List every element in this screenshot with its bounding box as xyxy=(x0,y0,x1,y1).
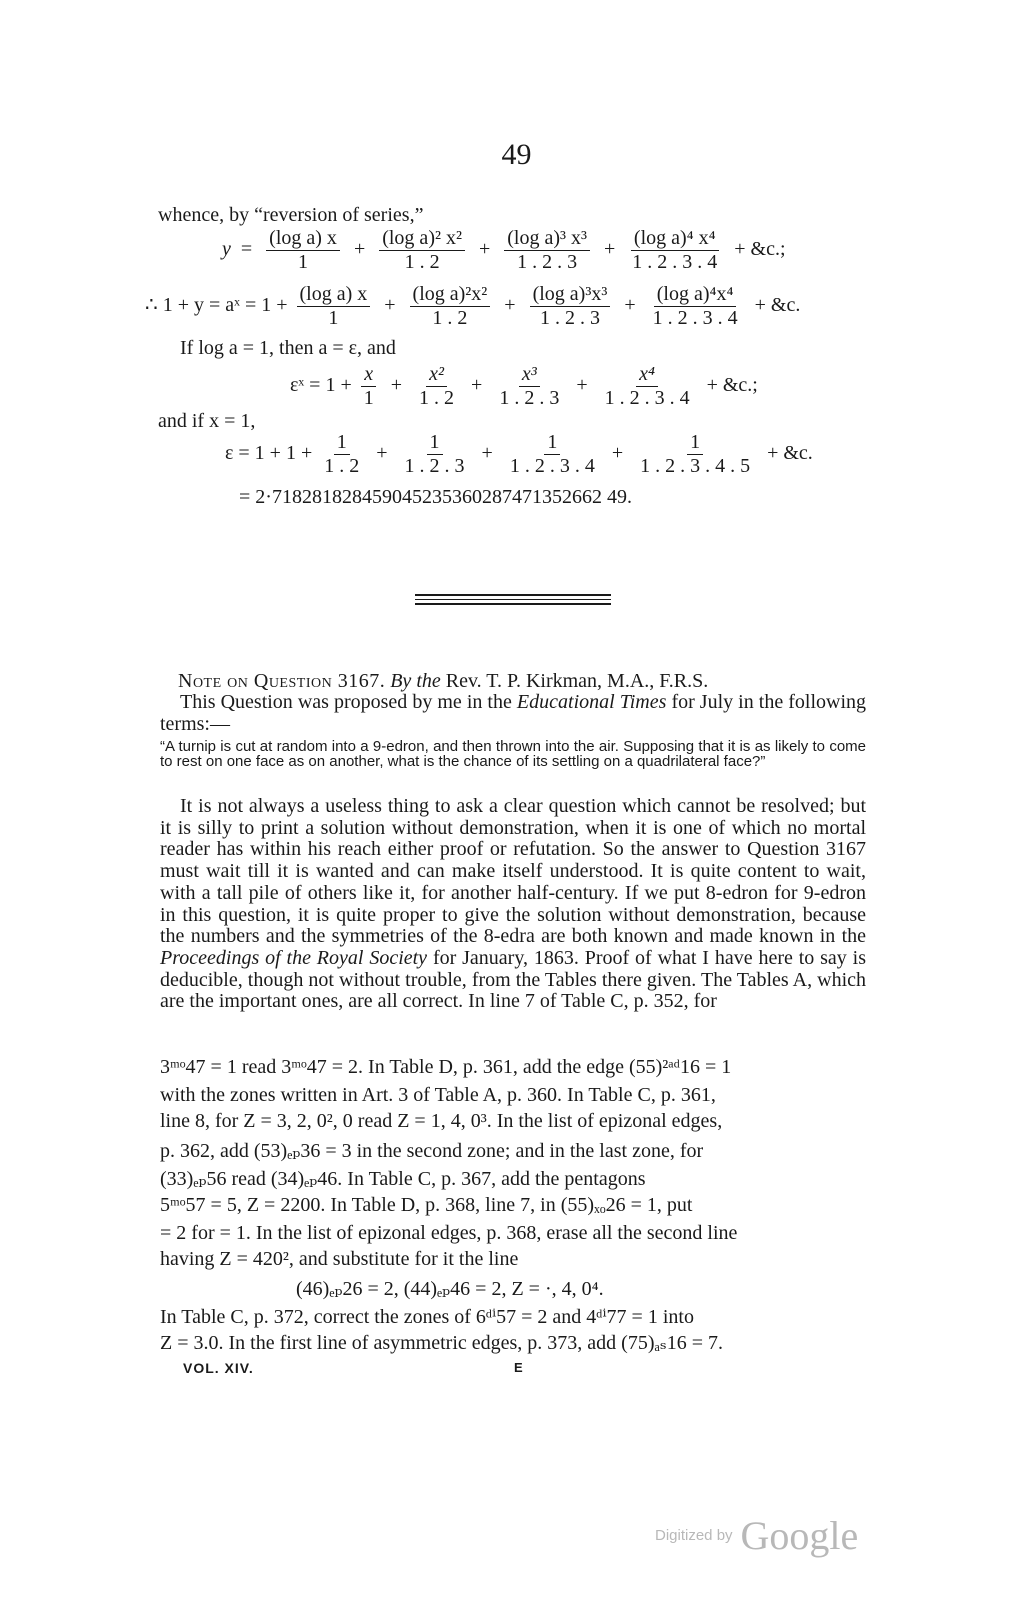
if-line: If log a = 1, then a = ε, and xyxy=(180,337,396,359)
equation-ex: εˣ = 1 + $\frac{x}{1}$ + $\frac{\text{x²}}{1 . 2}$ + $\frac{\text{x³}}{1 . 2 . 3}$ + $\frac{\text{x⁴}}{1 . 2 . 3 . 4}$ + &c.; xyxy=(290,363,758,409)
eq-tail: + &c. xyxy=(767,442,813,465)
fraction: $\frac{\text{(log a) x}}{1}$ xyxy=(266,228,340,273)
volume-label: VOL. XIV. xyxy=(183,1360,254,1376)
fraction: $\frac{\text{(log a)² x²}}{1 . 2}$ xyxy=(379,228,465,273)
eq-lhs: ε = 1 + 1 + xyxy=(225,442,313,465)
fraction: $\frac{\text{(log a) x}}{1}$ xyxy=(297,284,371,329)
eq-lhs: ∴ 1 + y = aˣ = 1 + xyxy=(145,294,288,317)
equation-y: y = $\frac{\text{(log a) x}}{1}$ + $\frac{\text{(log a)² x²}}{1 . 2}$ + $\frac{\text{(log a)³ x³}}{1 . 2 . 3}$ + $\frac{\text{(log a)⁴ x⁴}}{1 . 2 . 3 . 4}$ + &c.; xyxy=(222,227,786,273)
section-divider xyxy=(415,594,611,605)
correction-line: with the zones written in Art. 3 of Table A, p. 360. In Table C, p. 361, xyxy=(160,1084,716,1106)
fraction: $\frac{\text{(log a)³x³}}{1 . 2 . 3}$ xyxy=(530,284,611,329)
and-if-line: and if x = 1, xyxy=(158,410,256,432)
eq-lhs: εˣ = 1 + xyxy=(290,374,352,397)
fraction: $\frac{x}{1}$ xyxy=(361,364,377,409)
note-heading: Note on Question 3167. By the Rev. T. P. Kirkman, M.A., F.R.S. xyxy=(178,670,709,692)
note-paragraph-2: It is not always a useless thing to ask a clear question which cannot be resolved; but it is silly to print a solution without demonstration, when it is one of which no mortal reader has within his reach either proof or refutation. So the answer to Question 3167 must wait till it is wanted and can make itself understood. It is quite content to wait, with a tall pile of others like it, for another half-century. If we put 8-edron for 9-edron in this question, it is quite proper to give the solution without demonstration, because the numbers and the symmetries of the 8-edra are both known and made known in the Proceedings of the Royal Society for January, 1863. Proof of what I have here to say is deducible, though not without trouble, from the Tables there given. The Tables A, which are the important ones, are all correct. In line 7 of Table C, p. 352, for xyxy=(160,795,866,1013)
fraction: $\frac{\text{x²}}{1 . 2}$ xyxy=(419,363,455,409)
equation-e: ε = 1 + 1 + $\frac{1}{1 . 2}$ + $\frac{1}{1 . 2 . 3}$ + $\frac{1}{1 . 2 . 3 . 4}$ + $\frac{1}{1 . 2 . 3 . 4 . 5}$ + &c. xyxy=(225,431,813,477)
correction-line: having Z = 420², and substitute for it the line xyxy=(160,1248,519,1270)
page-number: 49 xyxy=(501,138,532,171)
correction-line: (33)ₑₚ56 read (34)ₑₚ46. In Table C, p. 367, add the pentagons xyxy=(160,1168,646,1190)
eq-sign: = xyxy=(240,238,253,261)
fraction: $\frac{\text{(log a)⁴x⁴}}{1 . 2 . 3 . 4}$ xyxy=(652,283,738,329)
note-paragraph-1: This Question was proposed by me in the Educational Times for July in the following terms:— xyxy=(160,691,867,735)
correction-line: p. 362, add (53)ₑₚ36 = 3 in the second zone; and in the last zone, for xyxy=(160,1140,704,1162)
correction-line: 3ᵐᵒ47 = 1 read 3ᵐᵒ47 = 2. In Table D, p. 361, add the edge (55)²ᵃᵈ16 = 1 xyxy=(160,1056,732,1078)
correction-line: Z = 3.0. In the first line of asymmetric edges, p. 373, add (75)ₐₛ16 = 7. xyxy=(160,1332,723,1354)
fraction: $\frac{\text{x³}}{1 . 2 . 3}$ xyxy=(499,363,560,409)
e-value: = 2·718281828459045235360287471352662 49. xyxy=(239,486,632,508)
fraction: $\frac{\text{x⁴}}{1 . 2 . 3 . 4}$ xyxy=(604,363,690,409)
signature-mark: E xyxy=(514,1360,523,1375)
fraction: $\frac{\text{(log a)³ x³}}{1 . 2 . 3}$ xyxy=(504,228,590,273)
intro-line: whence, by “reversion of series,” xyxy=(158,204,424,226)
fraction: $\frac{1}{1 . 2 . 3 . 4}$ xyxy=(509,431,595,477)
equation-ax: ∴ 1 + y = aˣ = 1 + $\frac{\text{(log a) x}}{1}$ + $\frac{\text{(log a)²x²}}{1 . 2}$ + $\frac{\text{(log a)³x³}}{1 . 2 . 3}$ + $\frac{\text{(log a)⁴x⁴}}{1 . 2 . 3 . 4}$ + &c. xyxy=(145,283,801,329)
eq-tail: + &c.; xyxy=(734,238,786,261)
digitized-watermark: Digitized by Google xyxy=(655,1513,859,1558)
eq-tail: + &c. xyxy=(754,294,801,317)
question-quote: “A turnip is cut at random into a 9-edron, and then thrown into the air. Supposing that it is as likely to come to rest on one face as on another, what is the chance of its settling on a quadrilateral face?” xyxy=(160,738,866,770)
fraction: $\frac{1}{1 . 2}$ xyxy=(324,431,360,477)
correction-line-centered: (46)ₑₚ26 = 2, (44)ₑₚ46 = 2, Z = ·, 4, 0⁴. xyxy=(296,1278,604,1300)
fraction: $\frac{1}{1 . 2 . 3 . 4 . 5}$ xyxy=(640,431,751,477)
correction-line: = 2 for = 1. In the list of epizonal edges, p. 368, erase all the second line xyxy=(160,1222,738,1244)
fraction: $\frac{\text{(log a)²x²}}{1 . 2}$ xyxy=(410,284,491,329)
correction-line: line 8, for Z = 3, 2, 0², 0 read Z = 1, 4, 0³. In the list of epizonal edges, xyxy=(160,1110,723,1132)
correction-line: In Table C, p. 372, correct the zones of 6ᵈⁱ57 = 2 and 4ᵈⁱ77 = 1 into xyxy=(160,1306,694,1328)
eq-tail: + &c.; xyxy=(706,374,758,397)
fraction: $\frac{\text{(log a)⁴ x⁴}}{1 . 2 . 3 . 4}$ xyxy=(632,227,718,273)
fraction: $\frac{1}{1 . 2 . 3}$ xyxy=(404,431,465,477)
correction-line: 5ᵐᵒ57 = 5, Z = 2200. In Table D, p. 368, line 7, in (55)ₓₒ26 = 1, put xyxy=(160,1194,693,1216)
eq-lhs: y xyxy=(222,238,231,261)
